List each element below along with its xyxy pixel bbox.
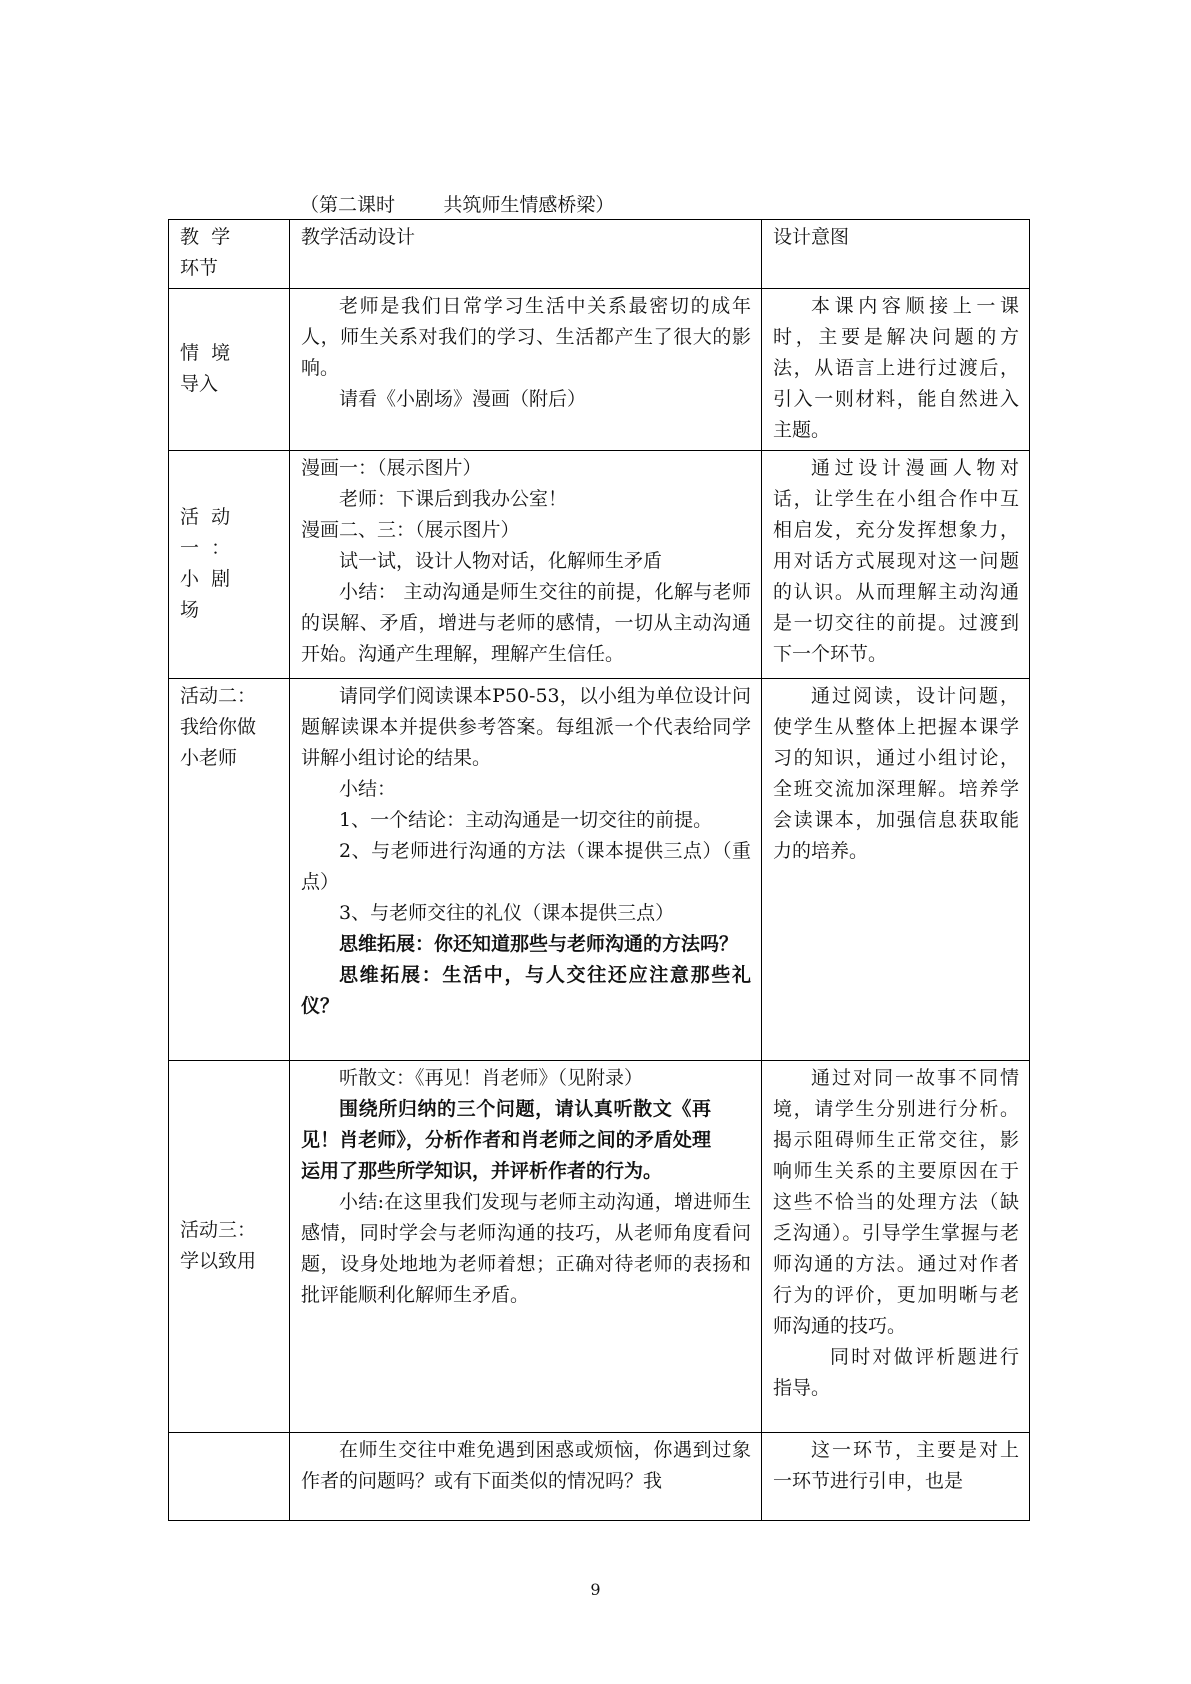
activity-paragraph: 小结:在这里我们发现与老师主动沟通，增进师生感情，同时学会与老师沟通的技巧，从老师角度看问题，设身处地地为老师着想；正确对待老师的表扬和批评能顺利化解师生矛盾。 — [301, 1191, 751, 1306]
table-row — [169, 1433, 1030, 1521]
intent-cell — [762, 451, 1030, 679]
stage-cell — [169, 679, 290, 1061]
stage-label: 活动三： — [180, 1218, 257, 1241]
activity-task: 围绕所归纳的三个问题，请认真听散文《再见！肖老师》，分析作者和肖老师之间的矛盾处理运用了那些所学知识，并评析作者的行为。 — [301, 1098, 711, 1182]
table-row — [169, 679, 1030, 1061]
activity-paragraph: 老师：下课后到我办公室！ — [339, 488, 568, 510]
activity-paragraph: 请看《小剧场》漫画（附后） — [339, 388, 587, 410]
intent-cell — [762, 679, 1030, 1061]
stage-label: 学以致用 — [180, 1249, 257, 1272]
activity-paragraph: 3、与老师交往的礼仪（课本提供三点） — [339, 902, 675, 924]
stage-label: 我给你做 — [180, 716, 257, 738]
stage-label: 小老师 — [180, 747, 238, 769]
table-header-row — [169, 220, 1030, 289]
stage-label: 一 ： — [180, 536, 231, 559]
stage-label: 情 境 — [180, 341, 231, 364]
stage-cell — [169, 289, 290, 451]
activity-paragraph: 试一试，设计人物对话，化解师生矛盾 — [339, 550, 663, 572]
intent-cell — [762, 289, 1030, 451]
lesson-caption: （第二课时 共筑师生情感桥梁） — [300, 194, 615, 216]
intent-cell — [762, 1433, 1030, 1521]
activity-paragraph: 漫画二、三：（展示图片） — [301, 519, 520, 541]
activity-paragraph: 小结： — [339, 778, 397, 800]
activity-cell — [290, 679, 762, 1061]
activity-paragraph: 请同学们阅读课本P50-53，以小组为单位设计问题解读课本并提供参考答案。每组派一个代表给同学讲解小组讨论的结果。 — [301, 685, 751, 769]
header-activity: 教学活动设计 — [290, 220, 762, 289]
stage-cell — [169, 451, 290, 679]
activity-cell — [290, 1433, 762, 1521]
activity-cell — [290, 451, 762, 679]
header-intent: 设计意图 — [762, 220, 1030, 289]
activity-paragraph: 漫画一：（展示图片） — [301, 457, 482, 479]
header-stage-line1: 教 学 — [180, 226, 231, 248]
stage-label: 场 — [180, 598, 200, 621]
thinking-extension: 思维拓展：生活中，与人交往还应注意那些礼仪？ — [301, 964, 751, 1017]
activity-paragraph: 听散文：《再见！肖老师》（见附录） — [339, 1067, 644, 1089]
activity-paragraph: 2、与老师进行沟通的方法（课本提供三点）（重点） — [301, 840, 751, 893]
activity-paragraph: 小结： 主动沟通是师生交往的前提，化解与老师的误解、矛盾，增进与老师的感情，一切从主动沟通开始。沟通产生理解，理解产生信任。 — [301, 581, 751, 665]
intent-cell — [762, 1061, 1030, 1433]
thinking-extension: 思维拓展：你还知道那些与老师沟通的方法吗？ — [339, 933, 739, 955]
table-row — [169, 451, 1030, 679]
activity-paragraph: 老师是我们日常学习生活中关系最密切的成年人，师生关系对我们的学习、生活都产生了很大的影响。 — [301, 295, 751, 379]
page-number: 9 — [590, 1580, 601, 1599]
table-row — [169, 289, 1030, 451]
stage-label: 小 剧 — [180, 567, 231, 590]
activity-cell — [290, 289, 762, 451]
stage-label: 导入 — [180, 372, 219, 395]
lesson-plan-table — [168, 219, 1030, 1521]
stage-label: 活动二： — [180, 685, 257, 707]
intent-paragraph: 本课内容顺接上一课时，主要是解决问题的方法，从语言上进行过渡后，引入一则材料，能自然进入主题。 — [773, 295, 1019, 441]
intent-paragraph: 通过对同一故事不同情境，请学生分别进行分析。揭示阻碍师生正常交往，影响师生关系的主要原因在于这些不恰当的处理方法（缺乏沟通）。引导学生掌握与老师沟通的方法。通过对作者行为的评价，更加明晰与老师沟通的技巧。 — [773, 1067, 1019, 1337]
intent-paragraph: 这一环节，主要是对上一环节进行引申，也是 — [773, 1439, 1019, 1492]
activity-cell — [290, 1061, 762, 1433]
table-row — [169, 1061, 1030, 1433]
intent-paragraph: 通过设计漫画人物对话，让学生在小组合作中互相启发，充分发挥想象力，用对话方式展现对这一问题的认识。从而理解主动沟通是一切交往的前提。过渡到下一个环节。 — [773, 457, 1019, 665]
header-stage — [169, 220, 290, 289]
intent-paragraph: 同时对做评析题进行指导。 — [773, 1346, 1019, 1399]
stage-cell — [169, 1433, 290, 1521]
activity-paragraph: 在师生交往中难免遇到困惑或烦恼，你遇到过象作者的问题吗？或有下面类似的情况吗？我 — [301, 1439, 751, 1492]
intent-paragraph: 通过阅读，设计问题，使学生从整体上把握本课学习的知识，通过小组讨论，全班交流加深理解。培养学会读课本，加强信息获取能力的培养。 — [773, 685, 1019, 862]
header-stage-line2: 环节 — [180, 257, 219, 279]
activity-paragraph: 1、一个结论：主动沟通是一切交往的前提。 — [339, 809, 713, 831]
stage-cell — [169, 1061, 290, 1433]
stage-label: 活 动 — [180, 505, 231, 528]
